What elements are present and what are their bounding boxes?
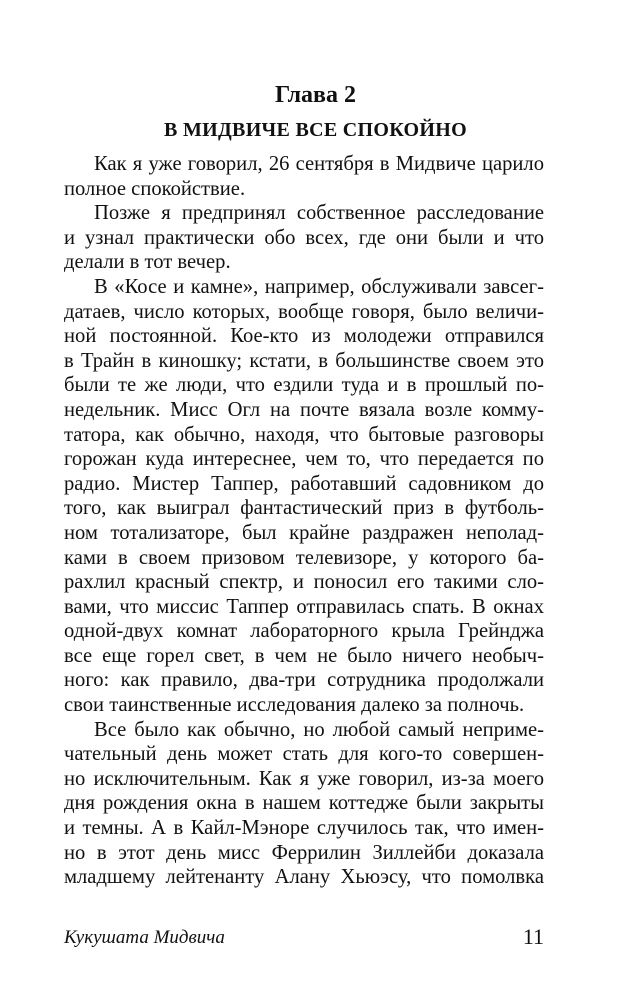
text-line: и темны. А в Кайл-Мэноре случилось так, что имен- [64,817,544,840]
text-line: Как я уже говорил, 26 сентября в Мидвиче царило [94,153,544,175]
text-line: датаев, число которых, вообще говоря, было величи- [64,300,544,323]
text-line: ками в своем призовом телевизоре, у которого ба- [64,546,544,569]
text-line: все еще горел свет, в чем не было ничего необыч- [64,644,544,667]
paragraph [64,201,544,275]
text-line: одной-двух комнат лабораторного крыла Грейнджа [64,620,544,643]
text-line: в Трайн в киношку; кстати, в большинстве своем это [64,349,544,372]
text-line: вами, что миссис Таппер отправилась спать. В окнах [64,595,544,618]
text-line: татора, как обычно, находя, что бытовые разговоры [64,423,544,446]
text-line: делали в тот вечер. [64,251,231,274]
text-line: В «Косе и камне», например, обслуживали завсег- [94,275,544,298]
text-line: рахлил красный спектр, и поносил его такими сло- [64,571,544,594]
page-number: 11 [522,924,544,949]
text-line: полное спокойствие. [64,177,246,200]
text-line: недельник. Мисс Огл на почте вязала возле комму- [64,398,544,421]
text-line: того, как выиграл фантастический приз в футболь- [64,497,544,520]
paragraph [64,152,544,201]
text-line: ной постоянной. Кое-кто из молодежи отправился [64,325,544,348]
text-line: радио. Мистер Таппер, работавший садовником до [64,472,544,495]
text-line: Все было как обычно, но любой самый неприме- [94,718,544,741]
text-line: ном тотализаторе, был крайне раздражен неполад- [64,521,544,544]
text-line: но в этот день мисс Феррилин Зиллейби доказала [64,841,544,864]
paragraph [64,718,544,890]
text-line: горожан куда интереснее, чем то, что передается по [64,448,544,471]
text-line: но исключительным. Как я уже говорил, из-за моего [64,767,544,790]
text-line: были те же люди, что ездили туда и в прошлый по- [64,374,544,397]
text-line: ного: как правило, два-три сотрудника продолжали [64,669,544,692]
running-footer-title: Кукушата Мидвича [64,927,225,948]
chapter-heading: Глава 2 [275,82,356,108]
text-line: и узнал практически обо всех, где они были и что [64,226,544,249]
text-line: младшему лейтенанту Алану Хьюэсу, что помолвка [64,866,544,889]
paragraph [64,275,544,718]
text-line: свои таинственные исследования далеко за полночь. [64,694,525,717]
body-text [64,152,544,890]
chapter-title: В МИДВИЧЕ ВСЕ СПОКОЙНО [164,119,467,141]
text-line: дня рождения окна в нашем коттедже были закрыты [64,792,544,815]
text-line: Позже я предпринял собственное расследование [94,202,544,225]
text-line: чательный день может стать для кого-то совершен- [64,743,544,766]
